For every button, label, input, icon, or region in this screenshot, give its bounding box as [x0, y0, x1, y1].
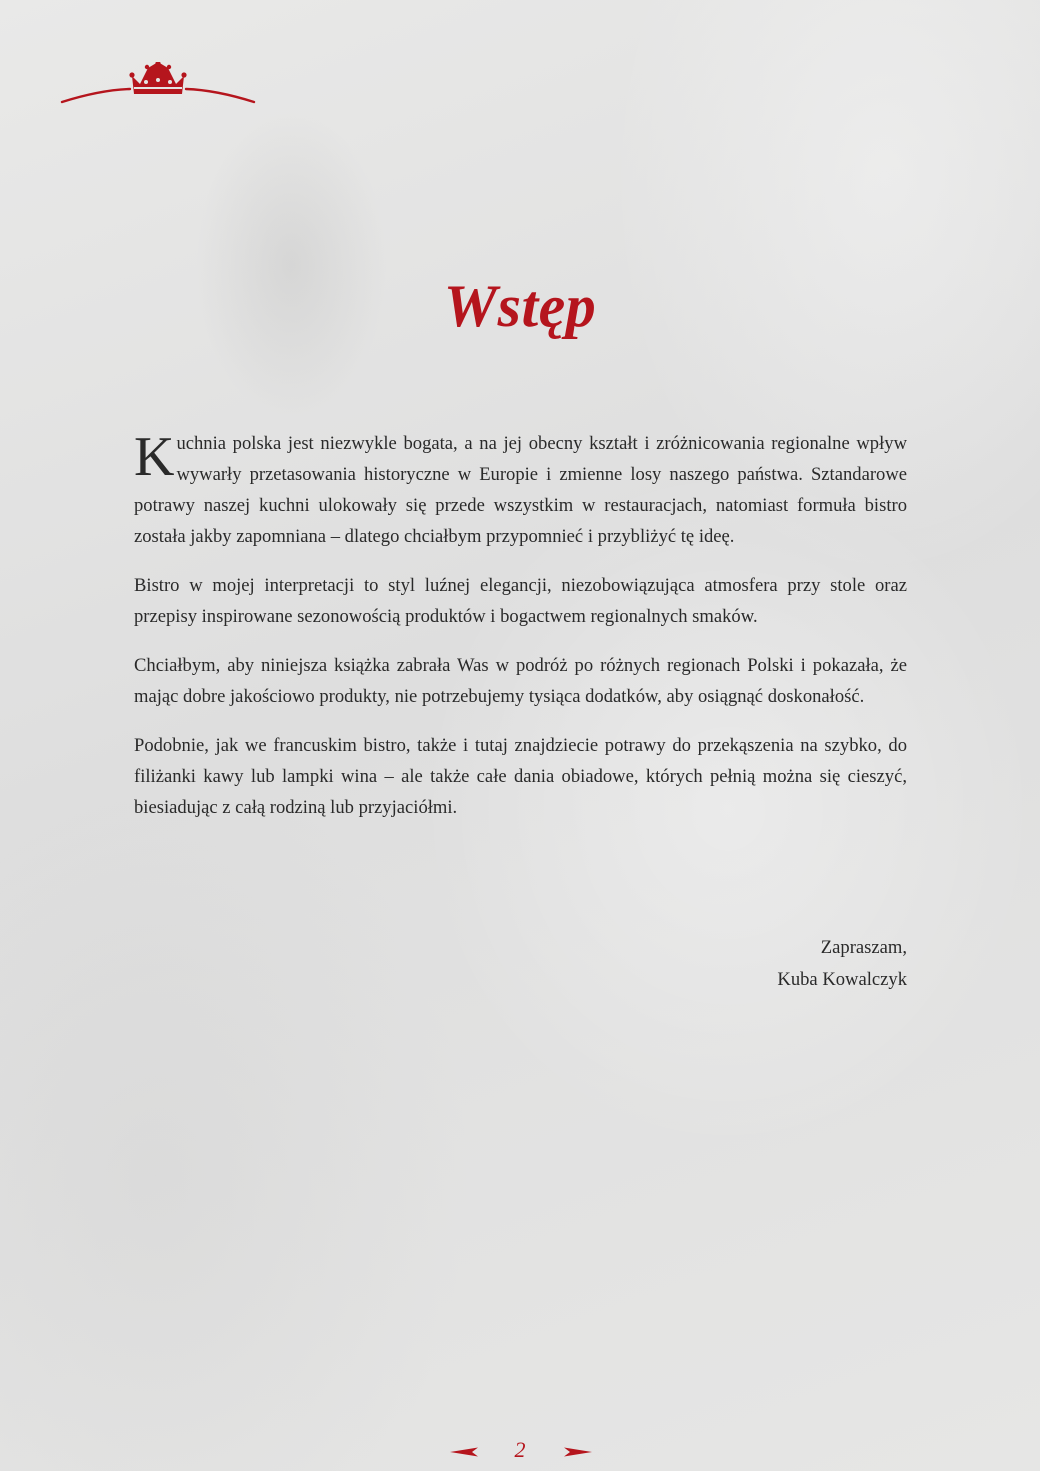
intro-paragraph-4: Podobnie, jak we francuskim bistro, także i tutaj znajdziecie potrawy do przekąszenia na szybko, do filiżanki kawy lub lampki wina – ale także całe dania obiadowe, których pełnią można się cieszyć, biesiadując z całą rodziną lub przyjaciółmi.: [134, 735, 907, 818]
arrow-right-icon[interactable]: [564, 1447, 592, 1457]
closing: [777, 932, 907, 996]
closing-greeting: Zapraszam,: [820, 937, 907, 958]
intro-paragraph-2: Bistro w mojej interpretacji to styl luźnej elegancji, niezobowiązująca atmosfera przy stole oraz przepisy inspirowane sezonowością produktów i bogactwem regionalnych smaków.: [134, 575, 907, 627]
intro-paragraph-3: Chciałbym, aby niniejsza książka zabrała Was w podróż po różnych regionach Polski i pokazała, że mając dobre jakościowo produkty, nie potrzebujemy tysiąca dodatków, aby osiągnąć doskonałość.: [134, 655, 907, 707]
drop-cap: K: [134, 426, 175, 488]
page-title: Wstęp: [443, 273, 597, 339]
page-number: 2: [514, 1437, 526, 1462]
crown-icon: [60, 62, 256, 106]
arrow-left-icon[interactable]: [450, 1447, 478, 1457]
author-signature: Kuba Kowalczyk: [777, 969, 907, 990]
intro-paragraph-1: [134, 428, 907, 552]
intro-text: [134, 428, 907, 841]
paragraph-text: uchnia polska jest niezwykle bogata, a na jej obecny kształt i zróżnicowania regionalne wpływ wywarły przetasowania historyczne w Europie i zmienne losy naszego państwa. Sztandarowe potrawy naszej kuchni ulokowały się przede wszystkim w restauracjach, natomiast formuła bistro została jakby zapomniana – dlatego chciałbym przypomnieć i przybliżyć tę ideę.: [134, 433, 907, 547]
